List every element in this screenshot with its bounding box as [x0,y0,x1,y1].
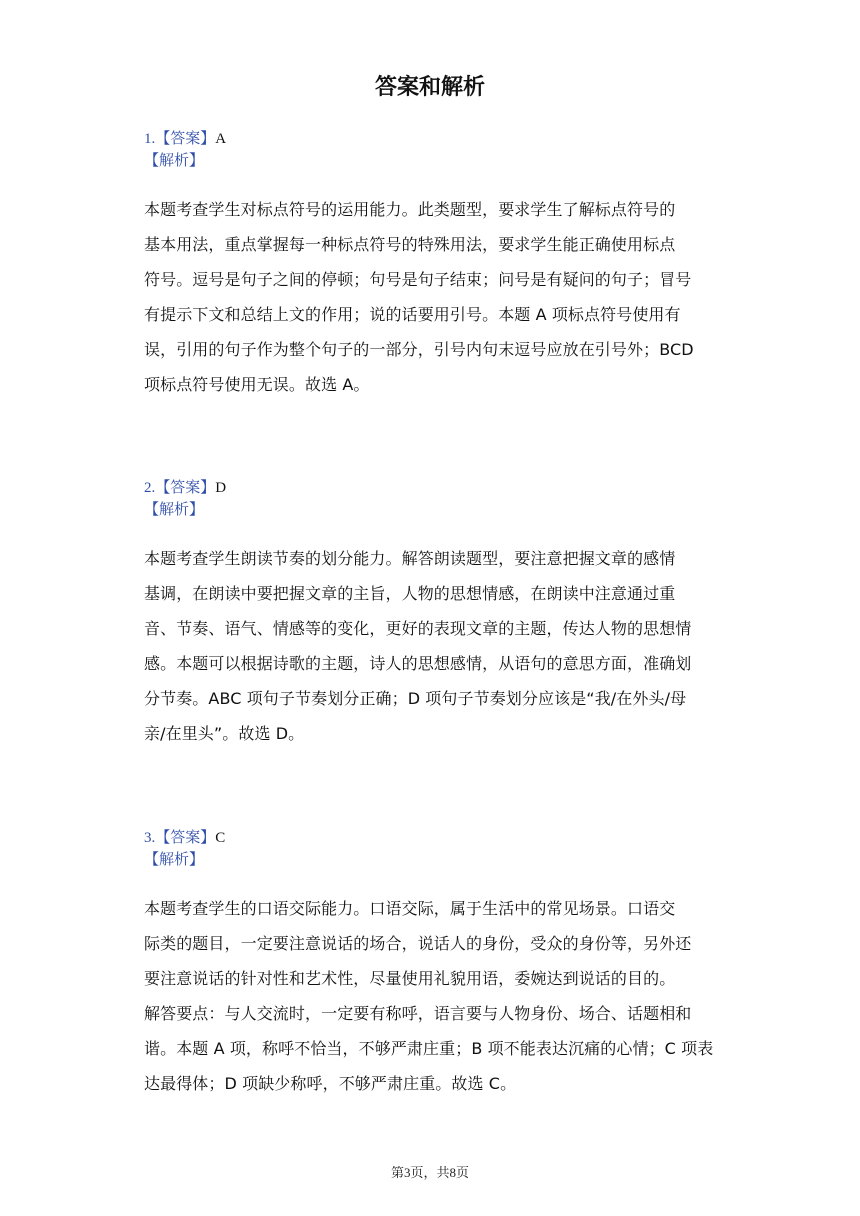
answer-line [144,827,724,849]
analysis-label: 【解析】 [144,502,205,518]
page-footer: 第3页，共8页 [390,1165,469,1180]
question-2 [144,477,724,751]
answer-value: C [215,830,226,846]
page-title: 答案和解析 [374,75,485,100]
analysis-label: 【解析】 [144,153,205,169]
analysis-text: 本题考查学生的口语交际能力。口语交际，属于生活中的常见场景。口语交 际类的题目，一定要注意说话的场合，说话人的身份，受众的身份等，另外还 要注意说话的针对性和艺术性，尽量使用礼貌用语，委婉达到说话的目的。 解答要点：与人交流时，一定要有称呼，语言要与人物身份、场合、话题相和 谐。本题 A 项，称呼不恰当，不够严肃庄重；B 项不能表达沉痛的心情；C 项表 达最得体；D 项缺少称呼，不够严肃庄重。故选 C。 [144,899,714,1093]
answer-line [144,477,724,499]
question-1 [144,128,724,402]
answer-label: 1.【答案】 [144,131,216,147]
answer-label: 2.【答案】 [144,480,216,496]
analysis-text: 本题考查学生对标点符号的运用能力。此类题型，要求学生了解标点符号的 基本用法，重点掌握每一种标点符号的特殊用法，要求学生能正确使用标点 符号。逗号是句子之间的停顿；句号是句子结束；问号是有疑问的句子；冒号 有提示下文和总结上文的作用；说的话要用引号。本题 A 项标点符号使用有 误，引用的句子作为整个句子的一部分，引号内句末逗号应放在引号外；BCD 项标点符号使用无误。故选 A。 [144,200,694,394]
analysis-text: 本题考查学生朗读节奏的划分能力。解答朗读题型，要注意把握文章的感情 基调，在朗读中要把握文章的主旨，人物的思想情感，在朗读中注意通过重 音、节奏、语气、情感等的变化，更好的表现文章的主题，传达人物的思想情 感。本题可以根据诗歌的主题，诗人的思想感情，从语句的意思方面，准确划 分节奏。ABC 项句子节奏划分正确；D 项句子节奏划分应该是“我/在外头/母 亲/在里头”。故选 D。 [144,549,692,743]
question-3 [144,827,724,1101]
answer-label: 3.【答案】 [144,830,216,846]
answer-value: A [215,131,227,147]
answer-line [144,128,724,150]
analysis-label: 【解析】 [144,852,205,868]
answer-value: D [215,480,227,496]
